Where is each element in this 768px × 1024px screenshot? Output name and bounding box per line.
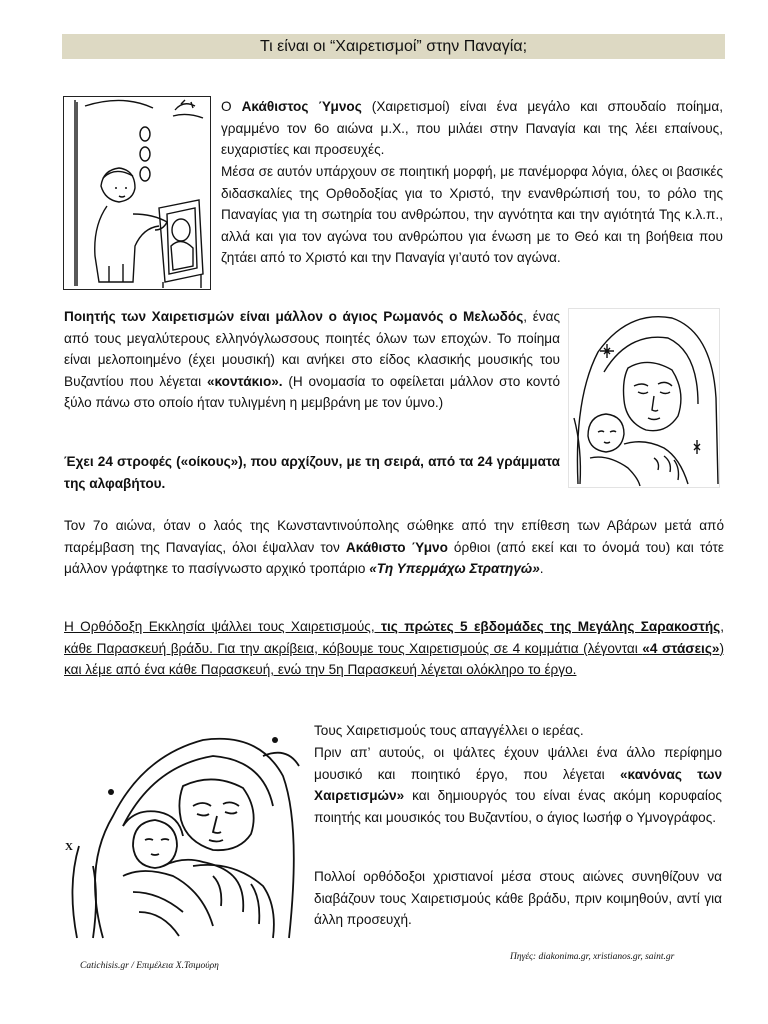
intro-text-rest: (Χαιρετισμοί) είναι ένα μεγάλο και σπουδαίο ποίημα, γραμμένο τον 6ο αιώνα μ.Χ., που μιλάει στην Παναγία και της λέει επαίνους, ευχαριστίες και προσευχές.: [221, 99, 723, 158]
poet-name: Ποιητής των Χαιρετισμών είναι μάλλον ο άγιος Ρωμανός ο Μελωδός: [64, 309, 524, 324]
history-text-2: όρθιοι (από εκεί και το όνομά του) και τότε μάλλον γράφτηκε το πασίγνωστο αρχικό τροπάριο: [64, 539, 724, 577]
kontakion-term: «κοντάκιο».: [206, 373, 283, 389]
four-stations: «4 στάσεις»: [642, 640, 720, 656]
church-paragraph: [64, 616, 724, 681]
theotokos-icon-illustration: [568, 308, 720, 488]
tropario-title: «Τη Υπερμάχω Στρατηγώ»: [369, 561, 540, 577]
habit-paragraph: Πολλοί ορθόδοξοι χριστιανοί μέσα στους αιώνες συνηθίζουν να διαβάζουν τους Χαιρετισμούς κάθε βράδυ, πριν κοιμηθούν, αντί για άλλη προσευχή.: [314, 869, 722, 928]
stanzas-paragraph: [64, 451, 560, 494]
intro-paragraph-1: [221, 96, 723, 161]
canon-name: «κανόνας των Χαιρετισμών»: [314, 766, 723, 804]
intro-paragraph-2: Μέσα σε αυτόν υπάρχουν σε ποιητική μορφή, με πανέμορφα λόγια, όλες οι βασικές διδασκαλίες της Ορθοδοξίας για το Χριστό, την ενανθρώπισή του, το ρόλο της Παναγίας για τη σωτηρία του ανθρώπου, την αγνότητα και την αγιότητά Της κ.λ.π., αλλά και για τον αγώνα του ανθρώπου για ένωση με το Θεό και τη βοήθεια που ζητάει από το Χριστό και την Παναγία γι’αυτό τον αγώνα.: [221, 164, 723, 266]
footer-sources: Πηγές: diakonima.gr, xristianos.gr, saint.gr: [510, 952, 675, 962]
church-text-1: Η Ορθόδοξη Εκκλησία ψάλλει τους Χαιρετισμούς,: [64, 619, 381, 634]
poet-paragraph: [64, 306, 560, 414]
church-text-2: , κάθε Παρασκευή βράδυ. Για την ακρίβεια, κόβουμε τους Χαιρετισμούς σε 4 κομμάτια (λέγονται: [64, 619, 724, 656]
canon-text-1: Πριν απ’ αυτούς, οι ψάλτες έχουν ψάλλει ένα άλλο περίφημο μουσικό και ποιητικό έργο, που λέγεται: [314, 745, 722, 782]
canon-text-2: και δημιουργός του είναι ένας ακόμη κορυφαίος ποιητής και μουσικός του Βυζαντίου, ο άγιος Ιωσήφ ο Υμνογράφος.: [314, 788, 722, 825]
lent-weeks: τις πρώτες 5 εβδομάδες της Μεγάλης Σαρακοστής: [380, 619, 721, 634]
canon-paragraph: [314, 742, 722, 828]
akathist-hymn-ref: Ακάθιστο Ύμνο: [345, 539, 448, 555]
page-title: Τι είναι οι “Χαιρετισμοί” στην Παναγία;: [62, 34, 725, 59]
footer-credit: Catichisis.gr / Επιμέλεια Χ.Τσιμούρη: [80, 961, 219, 971]
akathist-hymn-name: Ακάθιστος Ύμνος: [241, 99, 362, 114]
virgin-and-child-illustration: [63, 716, 303, 942]
boy-praying-illustration: [63, 96, 211, 290]
church-text-3: ) και λέμε από ένα κάθε Παρασκευή, ενώ την 5η Παρασκευή λέγεται ολόκληρο το έργο.: [64, 640, 724, 678]
history-text-3: .: [539, 561, 544, 577]
stanzas-text: Έχει 24 στροφές («οίκους»), που αρχίζουν, με τη σειρά, από τα 24 γράμματα της αλφαβήτου.: [64, 454, 560, 491]
history-text-1: Τον 7ο αιώνα, όταν ο λαός της Κωνσταντινούπολης σώθηκε από την επίθεση των Αβάρων μετά από παρέμβαση της Παναγίας, όλοι έψαλλαν τον: [64, 518, 724, 555]
icon-inscription: X: [65, 841, 73, 853]
intro-text-start: Ο: [221, 99, 242, 114]
poet-text-2: (Η ονομασία το οφείλεται μάλλον στο κοντό ξύλο πάνω στο οποίο ήταν τυλιγμένη η μεμβράνη με τον ύμνο.): [64, 373, 561, 411]
priest-line: Τους Χαιρετισμούς τους απαγγέλλει ο ιερέας.: [314, 723, 584, 738]
poet-text-1: , ένας από τους μεγαλύτερους ελληνόγλωσσους ποιητές όλων των εποχών. Το ποίημα είναι μελοποιημένο (έχει μουσική) και ανήκει στο είδος κλασικής μουσικής του Βυζαντίου που λέγεται: [64, 309, 560, 389]
history-paragraph: [64, 515, 724, 580]
